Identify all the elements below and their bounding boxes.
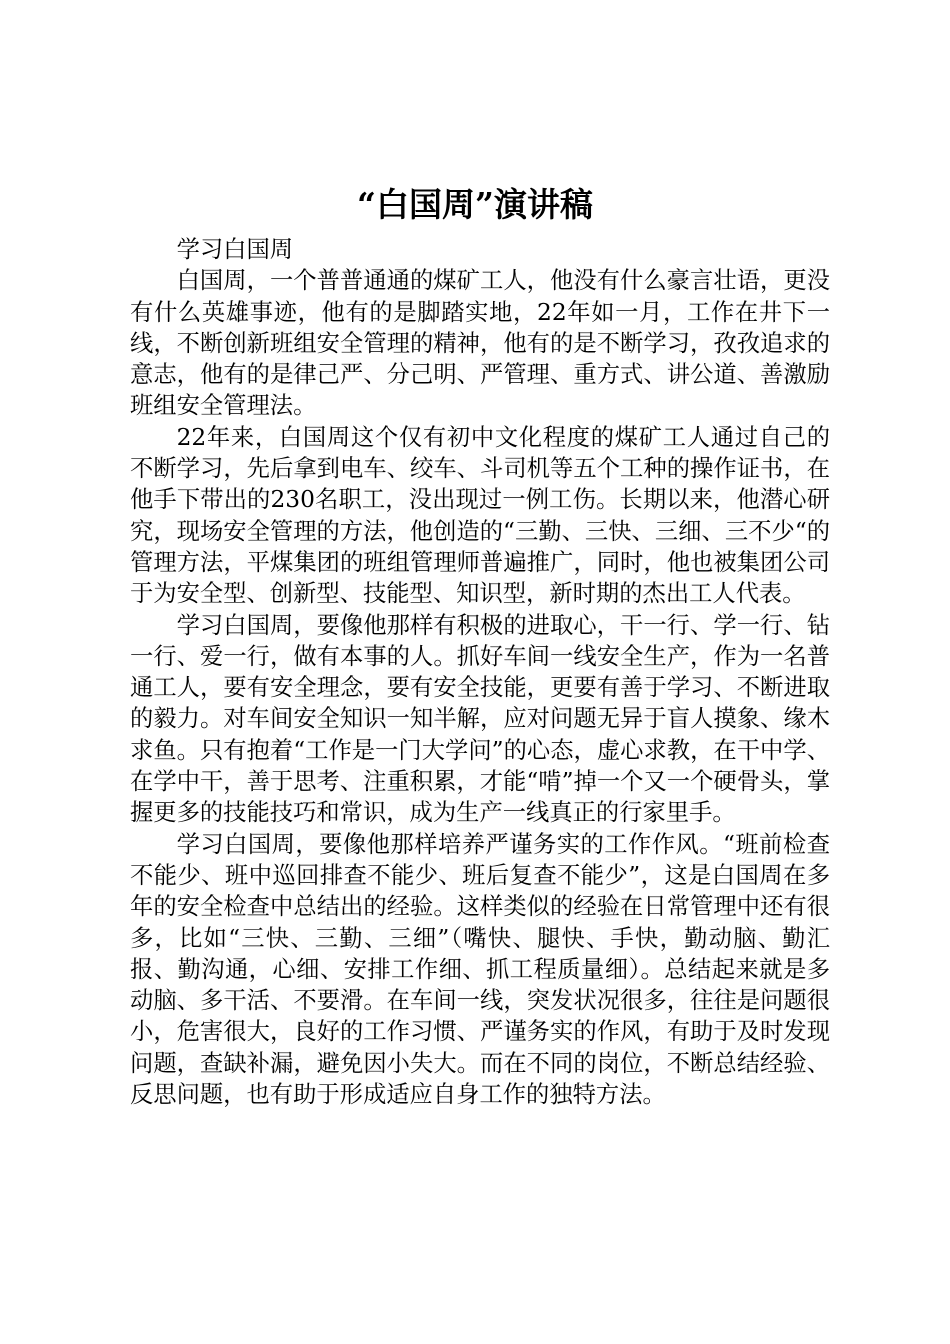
paragraph: 22年来，白国周这个仅有初中文化程度的煤矿工人通过自己的不断学习，先后拿到电车、绞车、斗司机等五个工种的操作证书，在他手下带出的230名职工，没出现过一例工伤。长期以来，他潜心研究，现场安全管理的方法，他创造的“三勤、三快、三细、三不少“的管理方法，平煤集团的班组管理师普遍推广，同时，他也被集团公司于为安全型、创新型、技能型、知识型，新时期的杰出工人代表。 bbox=[130, 423, 830, 608]
paragraph: 学习白国周，要像他那样培养严谨务实的工作作风。“班前检查不能少、班中巡回排查不能少、班后复查不能少”，这是白国周在多年的安全检查中总结出的经验。这样类似的经验在日常管理中还有很多，比如“三快、三勤、三细”（嘴快、腿快、手快，勤动脑、勤汇报、勤沟通，心细、安排工作细、抓工程质量细）。总结起来就是多动脑、多干活、不要滑。在车间一线，突发状况很多，往往是问题很小，危害很大，良好的工作习惯、严谨务实的作风，有助于及时发现问题，查缺补漏，避免因小失大。而在不同的岗位，不断总结经验、反思问题，也有助于形成适应自身工作的独特方法。 bbox=[130, 830, 830, 1109]
document-subtitle: 学习白国周 bbox=[176, 236, 294, 263]
document-body bbox=[130, 234, 830, 1110]
paragraph: 学习白国周，要像他那样有积极的进取心，干一行、学一行、钻一行、爱一行，做有本事的人。抓好车间一线安全生产，作为一名普通工人，要有安全理念，要有安全技能，更要有善于学习、不断进取的毅力。对车间安全知识一知半解，应对问题无异于盲人摸象、缘木求鱼。只有抱着“工作是一门大学问”的心态，虚心求教，在干中学、在学中干，善于思考、注重积累，才能“啃”掉一个又一个硬骨头，掌握更多的技能技巧和常识，成为生产一线真正的行家里手。 bbox=[130, 611, 830, 827]
document-title: “白国周”演讲稿 bbox=[357, 185, 593, 224]
paragraph: 白国周，一个普普通通的煤矿工人，他没有什么豪言壮语，更没有什么英雄事迹，他有的是脚踏实地，22年如一月，工作在井下一线，不断创新班组安全管理的精神，他有的是不断学习，孜孜追求的意志，他有的是律己严、分己明、严管理、重方式、讲公道、善激励班组安全管理法。 bbox=[130, 267, 830, 420]
